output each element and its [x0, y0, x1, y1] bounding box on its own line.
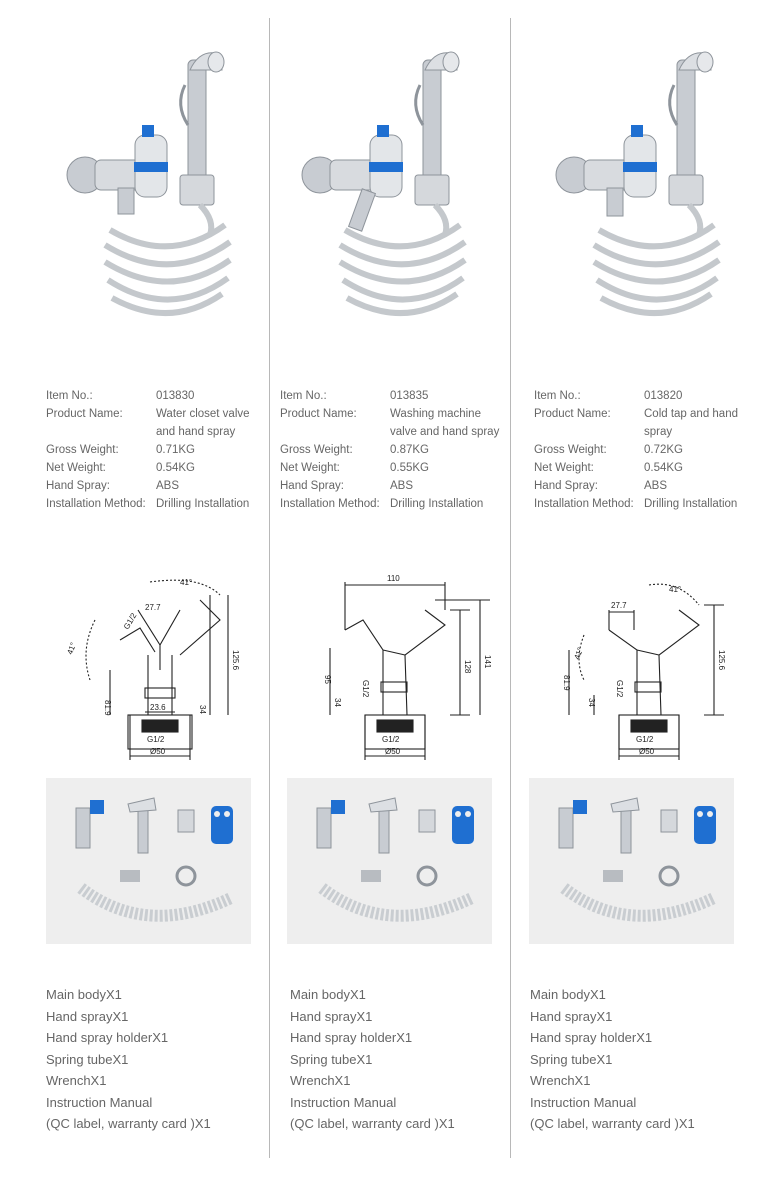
- product-column-2: [275, 0, 525, 1188]
- list-item: Hand sprayX1: [530, 1008, 613, 1024]
- list-item: (QC label, warranty card )X1: [290, 1116, 455, 1131]
- spec-row: [534, 405, 759, 441]
- spec-key: Hand Spray:: [46, 480, 110, 492]
- list-item: Instruction Manual: [530, 1094, 637, 1110]
- spec-key: Gross Weight:: [534, 444, 607, 456]
- dimension-label: 41°: [65, 641, 79, 656]
- screws-icon: [120, 870, 140, 882]
- list-item: Main bodyX1: [46, 987, 122, 1002]
- spec-table: [534, 387, 759, 513]
- spec-key: Item No.:: [46, 390, 93, 402]
- spec-key: Net Weight:: [280, 462, 340, 474]
- spec-row: [46, 459, 271, 477]
- wrench-icon: [452, 806, 474, 844]
- dimension-label: G1/2: [361, 680, 370, 698]
- spec-row: [280, 441, 505, 459]
- spec-value: 0.55KG: [390, 462, 429, 474]
- faucet-with-hand-spray-icon: [50, 30, 290, 340]
- spec-row: [280, 405, 505, 441]
- list-item: Spring tubeX1: [46, 1051, 129, 1067]
- spec-key: Net Weight:: [46, 462, 106, 474]
- dimension-label: 34: [333, 698, 342, 707]
- list-item: Hand sprayX1: [290, 1008, 373, 1024]
- dimension-label: Ø50: [385, 747, 401, 756]
- spec-table: [280, 387, 505, 513]
- faucet-with-hand-spray-icon: [285, 30, 525, 340]
- dimension-label: 125.6: [231, 650, 240, 671]
- technical-drawing: [539, 570, 779, 770]
- spec-key: Item No.:: [534, 390, 581, 402]
- technical-drawing: [285, 570, 525, 770]
- list-item: WrenchX1: [290, 1073, 351, 1088]
- spec-key: Product Name:: [280, 408, 357, 420]
- spec-row: [534, 477, 759, 495]
- spec-value: Drilling Installation: [644, 498, 738, 510]
- spec-value: 0.54KG: [644, 462, 683, 474]
- spec-row: [46, 387, 271, 405]
- spec-value: Water closet valve and hand spray: [156, 408, 250, 438]
- spec-row: [280, 477, 505, 495]
- spec-value: Drilling Installation: [390, 498, 484, 510]
- dimension-label: 27.7: [611, 601, 627, 610]
- dimension-label: G1/2: [382, 735, 400, 744]
- list-item: Spring tubeX1: [530, 1051, 613, 1067]
- dimension-label: 128: [463, 660, 472, 674]
- list-item: Instruction Manual: [46, 1094, 153, 1110]
- list-item: Main bodyX1: [290, 987, 366, 1002]
- spec-value: ABS: [156, 480, 180, 492]
- dimension-label: 41°: [572, 646, 586, 661]
- wrench-icon: [211, 806, 233, 844]
- package-contents-photo: [46, 778, 251, 944]
- dimension-label: 141: [483, 655, 492, 669]
- spec-value: 013820: [644, 390, 683, 402]
- spec-value: 0.72KG: [644, 444, 683, 456]
- dimension-label: 41°: [669, 585, 682, 594]
- spec-row: [534, 387, 759, 405]
- dimension-label: 41°: [180, 578, 193, 587]
- faucet-with-hand-spray-icon: [539, 30, 779, 340]
- spec-key: Gross Weight:: [280, 444, 353, 456]
- dimension-label: G1/2: [147, 735, 165, 744]
- list-item: Hand spray holderX1: [46, 1030, 169, 1045]
- contents-list: [530, 984, 695, 1135]
- package-contents-photo: [529, 778, 734, 944]
- list-item: Hand spray holderX1: [290, 1030, 413, 1045]
- dimension-label: Ø50: [150, 747, 166, 756]
- list-item: Hand spray holderX1: [530, 1030, 653, 1045]
- list-item: WrenchX1: [46, 1073, 107, 1088]
- technical-drawing: [50, 570, 290, 770]
- spec-row: [280, 459, 505, 477]
- list-item: WrenchX1: [530, 1073, 591, 1088]
- spec-key: Net Weight:: [534, 462, 594, 474]
- spec-value: 013830: [156, 390, 195, 402]
- spec-value: 0.71KG: [156, 444, 195, 456]
- spec-key: Hand Spray:: [534, 480, 598, 492]
- screws-icon: [603, 870, 623, 882]
- list-item: Hand sprayX1: [46, 1008, 129, 1024]
- dimension-label: 34: [587, 698, 596, 707]
- list-item: (QC label, warranty card )X1: [46, 1116, 211, 1131]
- spec-key: Gross Weight:: [46, 444, 119, 456]
- list-item: (QC label, warranty card )X1: [530, 1116, 695, 1131]
- holder-icon: [178, 810, 194, 832]
- screws-icon: [361, 870, 381, 882]
- spec-value: 013835: [390, 390, 429, 402]
- spec-value: ABS: [390, 480, 414, 492]
- holder-icon: [419, 810, 435, 832]
- dimension-label: G1/2: [636, 735, 654, 744]
- dimension-label: 81.9: [562, 675, 571, 691]
- dimension-label: 23.6: [150, 703, 166, 712]
- dimension-label: 125.6: [717, 650, 726, 671]
- spec-value: Cold tap and hand spray: [644, 408, 738, 438]
- dimension-label: G1/2: [121, 611, 139, 631]
- spec-row: [46, 495, 271, 513]
- spec-value: 0.54KG: [156, 462, 195, 474]
- list-item: Spring tubeX1: [290, 1051, 373, 1067]
- dimension-label: G1/2: [615, 680, 624, 698]
- spec-key: Installation Method:: [534, 498, 634, 510]
- spec-row: [534, 495, 759, 513]
- spec-row: [534, 459, 759, 477]
- dimension-label: 95: [323, 675, 332, 684]
- spec-table: [46, 387, 271, 513]
- spec-row: [46, 405, 271, 441]
- spec-key: Installation Method:: [280, 498, 380, 510]
- contents-list: [290, 984, 455, 1135]
- wrench-icon: [694, 806, 716, 844]
- product-column-3: [529, 0, 779, 1188]
- spec-row: [280, 495, 505, 513]
- dimension-label: 110: [387, 574, 400, 583]
- spec-key: Product Name:: [46, 408, 123, 420]
- dimension-label: Ø50: [639, 747, 655, 756]
- dimension-label: 34: [198, 705, 207, 714]
- spec-row: [534, 441, 759, 459]
- spec-key: Hand Spray:: [280, 480, 344, 492]
- spec-row: [280, 387, 505, 405]
- spec-key: Installation Method:: [46, 498, 146, 510]
- spec-row: [46, 477, 271, 495]
- spec-value: Drilling Installation: [156, 498, 250, 510]
- spec-key: Item No.:: [280, 390, 327, 402]
- spec-key: Product Name:: [534, 408, 611, 420]
- contents-list: [46, 984, 211, 1135]
- holder-icon: [661, 810, 677, 832]
- spec-value: ABS: [644, 480, 668, 492]
- product-column-1: [40, 0, 290, 1188]
- spec-value: Washing machine valve and hand spray: [390, 408, 500, 438]
- list-item: Instruction Manual: [290, 1094, 397, 1110]
- package-contents-photo: [287, 778, 492, 944]
- dimension-label: 81.9: [103, 700, 112, 716]
- spec-row: [46, 441, 271, 459]
- list-item: Main bodyX1: [530, 987, 606, 1002]
- spec-value: 0.87KG: [390, 444, 429, 456]
- dimension-label: 27.7: [145, 603, 161, 612]
